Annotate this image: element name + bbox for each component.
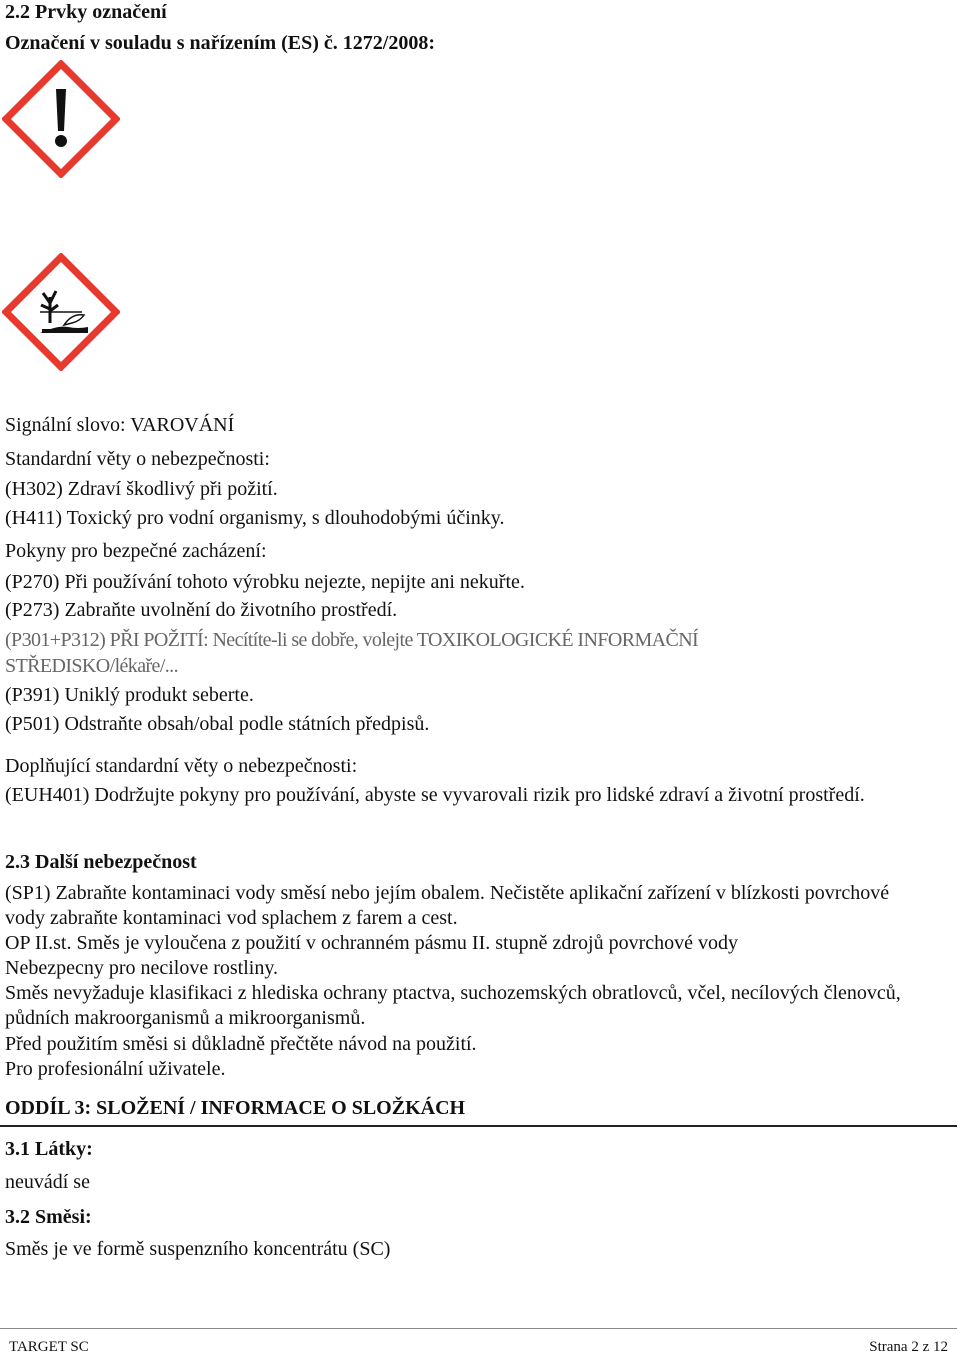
section-heading: 2.2 Prvky označení xyxy=(5,1,167,23)
hazard-statement: (H302) Zdraví škodlivý při požití. xyxy=(5,478,278,500)
signal-word: Signální slovo: VAROVÁNÍ xyxy=(5,414,235,436)
footer-page-number: Strana 2 z 12 xyxy=(869,1339,948,1355)
text-line: Před použitím směsi si důkladně přečtěte návod na použití. xyxy=(5,1033,477,1055)
text-line: OP II.st. Směs je vyloučena z použití v ochranném pásmu II. stupně zdrojů povrchové vody xyxy=(5,932,738,954)
text-line: Směs je ve formě suspenzního koncentrátu (SC) xyxy=(5,1238,391,1260)
supplemental-statement: (EUH401) Dodržujte pokyny pro používání, abyste se vyvarovali rizik pro lidské zdraví a životní prostředí. xyxy=(5,784,865,806)
precautionary-statement: (P273) Zabraňte uvolnění do životního prostředí. xyxy=(5,599,398,621)
text-line: Pro profesionální uživatele. xyxy=(5,1058,226,1080)
footer-divider xyxy=(0,1328,957,1329)
environment-icon xyxy=(2,253,120,371)
precautionary-statement: (P501) Odstraňte obsah/obal podle státních předpisů. xyxy=(5,713,430,735)
supplemental-heading: Doplňující standardní věty o nebezpečnosti: xyxy=(5,755,358,777)
section-3-heading: ODDÍL 3: SLOŽENÍ / INFORMACE O SLOŽKÁCH xyxy=(5,1097,466,1119)
precautionary-heading: Pokyny pro bezpečné zacházení: xyxy=(5,540,267,562)
precautionary-statement: (P301+P312) PŘI POŽITÍ: Necítíte-li se dobře, volejte TOXIKOLOGICKÉ INFORMAČNÍ xyxy=(5,629,699,651)
footer-product: TARGET SC xyxy=(9,1339,89,1355)
subsection-heading: 3.2 Směsi: xyxy=(5,1206,92,1228)
hazard-statement: (H411) Toxický pro vodní organismy, s dlouhodobými účinky. xyxy=(5,507,505,529)
precautionary-statement: (P270) Při používání tohoto výrobku nejezte, nepijte ani nekuřte. xyxy=(5,571,525,593)
text-line: Směs nevyžaduje klasifikaci z hlediska ochrany ptactva, suchozemských obratlovců, včel, necílových členovců, xyxy=(5,982,901,1004)
subsection-heading: 3.1 Látky: xyxy=(5,1138,93,1160)
precautionary-statement-cont: STŘEDISKO/lékaře/... xyxy=(5,655,178,677)
text-line: (SP1) Zabraňte kontaminaci vody směsí nebo jejím obalem. Nečistěte aplikační zařízení v blízkosti povrchové xyxy=(5,882,890,904)
text-line: vody zabraňte kontaminaci vod splachem z farem a cest. xyxy=(5,907,458,929)
text-line: Nebezpecny pro necilove rostliny. xyxy=(5,957,279,979)
text-line: půdních makroorganismů a mikroorganismů. xyxy=(5,1007,366,1029)
exclamation-mark-icon xyxy=(2,60,120,178)
hazard-statements-heading: Standardní věty o nebezpečnosti: xyxy=(5,448,270,470)
regulation-heading: Označení v souladu s nařízením (ES) č. 1272/2008: xyxy=(5,32,436,54)
precautionary-statement: (P391) Uniklý produkt seberte. xyxy=(5,684,254,706)
section-heading: 2.3 Další nebezpečnost xyxy=(5,851,197,873)
section-divider xyxy=(0,1125,957,1127)
text-line: neuvádí se xyxy=(5,1171,90,1193)
